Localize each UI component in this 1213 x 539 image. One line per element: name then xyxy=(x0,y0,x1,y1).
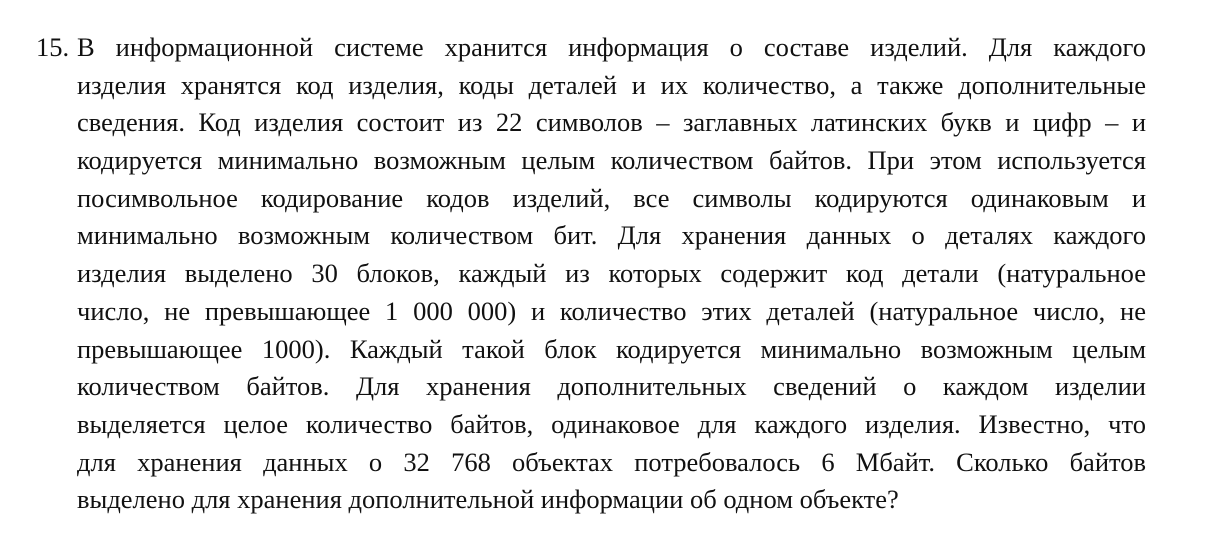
problem-text-line: выделяется целое количество байтов, одинаковое для каждого изделия. Известно, что xyxy=(77,408,1146,439)
problem-text-line: для хранения данных о 32 768 объектах потребовалось 6 Мбайт. Сколько байтов xyxy=(77,446,1146,477)
problem-text-line: изделия выделено 30 блоков, каждый из которых содержит код детали (натуральное xyxy=(77,258,1146,289)
problem-text-line: В информационной системе хранится информация о составе изделий. Для каждого xyxy=(77,32,1146,62)
problem-text-line: изделия хранятся код изделия, коды деталей и их количество, а также дополнительные xyxy=(77,69,1146,100)
problem-text-line: посимвольное кодирование кодов изделий, все символы кодируются одинаковым и xyxy=(77,182,1146,213)
problem-text-line: количеством байтов. Для хранения дополнительных сведений о каждом изделии xyxy=(77,371,1146,402)
problem-text-line-last: выделено для хранения дополнительной информации об одном объекте? xyxy=(77,484,899,515)
problem-number: 15. xyxy=(36,32,70,62)
problem-text-line: сведения. Код изделия состоит из 22 символов – заглавных латинских букв и цифр – и xyxy=(77,107,1146,138)
problem-text-line: число, не превышающее 1 000 000) и количество этих деталей (натуральное число, не xyxy=(77,295,1146,326)
problem-text-line: кодируется минимально возможным целым количеством байтов. При этом используется xyxy=(77,145,1146,176)
problem-15 xyxy=(36,29,1146,519)
problem-text-line: превышающее 1000). Каждый такой блок кодируется минимально возможным целым xyxy=(77,333,1146,364)
problem-text-line: минимально возможным количеством бит. Для хранения данных о деталях каждого xyxy=(77,220,1146,251)
